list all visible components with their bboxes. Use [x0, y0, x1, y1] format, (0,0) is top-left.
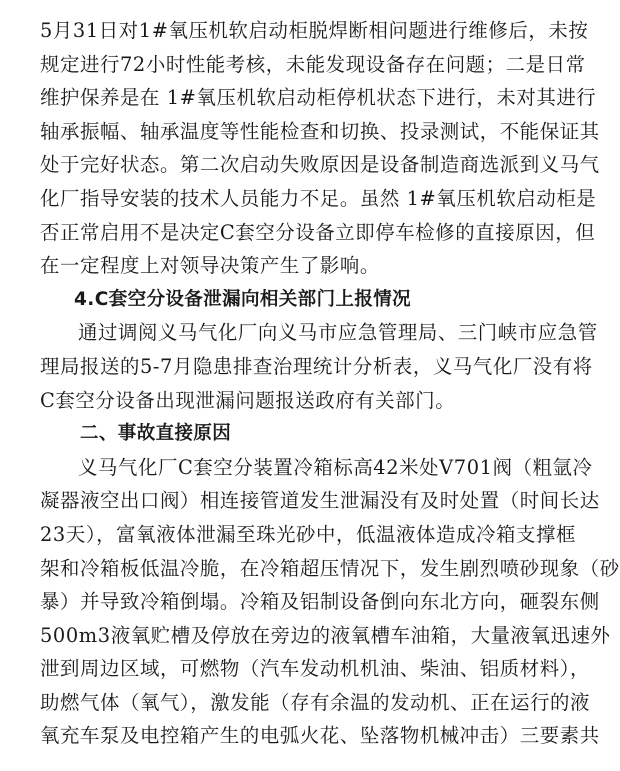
text-line: 凝器液空出口阀）相连接管道发生泄漏没有及时处置（时间长达 — [40, 489, 600, 513]
text-line: 否正常启用不是决定C套空分设备立即停车检修的直接原因，但 — [40, 220, 596, 244]
text-line: 架和冷箱板低温冷脆，在冷箱超压情况下，发生剧烈喷砂现象（砂 — [40, 556, 620, 580]
text-line: 规定进行72小时性能考核，未能发现设备存在问题；二是日常 — [40, 52, 586, 76]
text-line: 维护保养是在 1#氧压机软启动柜停机状态下进行，未对其进行 — [40, 86, 597, 110]
section-heading: 二、事故直接原因 — [80, 423, 232, 445]
text-line: 500m3液氧贮槽及停放在旁边的液氧槽车油箱，大量液氧迅速外 — [40, 623, 611, 647]
text-line: 轴承振幅、轴承温度等性能检查和切换、投录测试，不能保证其 — [40, 119, 600, 143]
text-line: 处于完好状态。第二次启动失败原因是设备制造商选派到义马气 — [40, 153, 600, 177]
text-line: 23天），富氧液体泄漏至珠光砂中，低温液体造成冷箱支撑框 — [40, 522, 576, 546]
text-line: 泄到周边区域，可燃物（汽车发动机机油、柴油、铝质材料）， — [40, 657, 591, 681]
text-line: 暴）并导致冷箱倒塌。冷箱及铝制设备倒向东北方向，砸裂东侧 — [40, 590, 600, 614]
text-line: 5月31日对1#氧压机软启动柜脱焊断相问题进行维修后，未按 — [40, 19, 589, 42]
text-line: 助燃气体（氧气），激发能（存有余温的发动机、正在运行的液 — [40, 690, 591, 714]
text-line: 理局报送的5-7月隐患排查治理统计分析表，义马气化厂没有将 — [40, 354, 593, 378]
text-line: 化厂指导安装的技术人员能力不足。虽然 1#氧压机软启动柜是 — [40, 186, 597, 210]
text-line: 通过调阅义马气化厂向义马市应急管理局、三门峡市应急管 — [78, 321, 598, 345]
text-line: 义马气化厂C套空分装置冷箱标高42米处V701阀（粗氩冷 — [78, 455, 593, 479]
section-heading: 4.C套空分设备泄漏向相关部门上报情况 — [74, 288, 412, 310]
text-line: 在一定程度上对领导决策产生了影响。 — [40, 254, 380, 278]
text-line: 氧充车泵及电控箱产生的电弧火花、坠落物机械冲击）三要素共 — [40, 724, 600, 748]
text-line: C套空分设备出现泄漏问题报送政府有关部门。 — [40, 388, 456, 412]
